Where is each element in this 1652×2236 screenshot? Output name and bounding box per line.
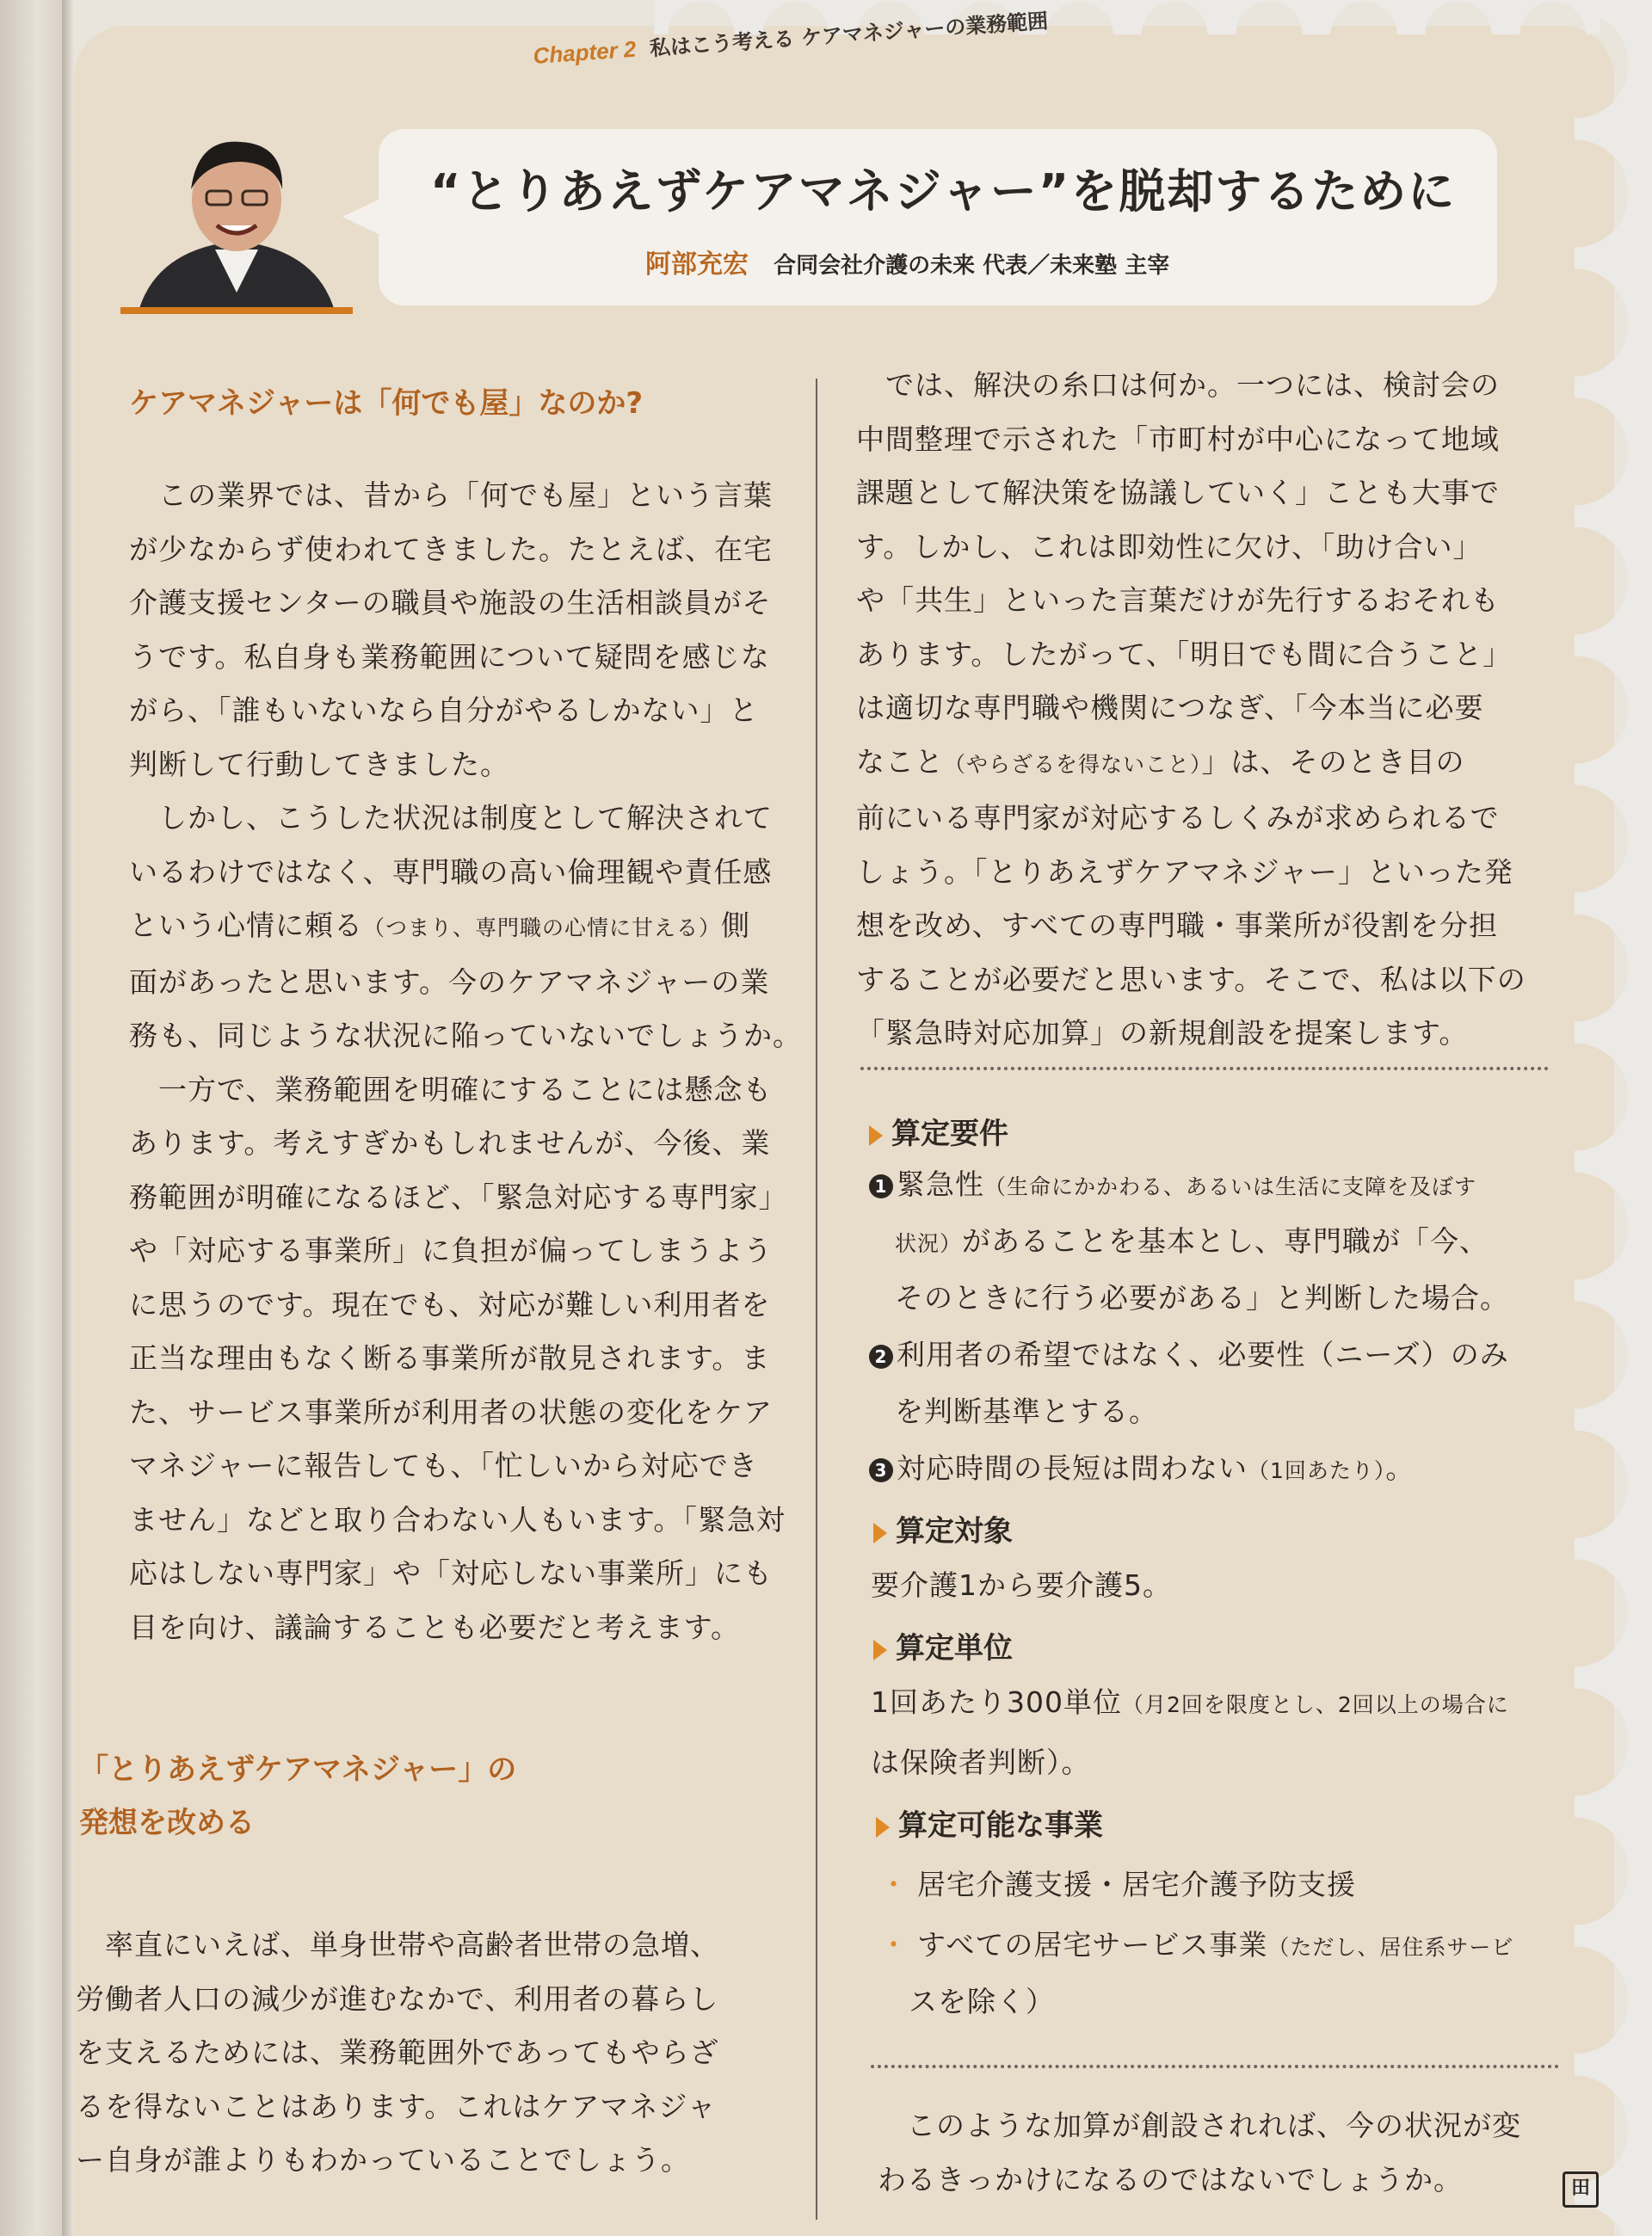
heading-text: 算定対象 (896, 1514, 1013, 1549)
text-line: 務も、同じような状況に陥っていないでしょうか。 (129, 1019, 802, 1052)
text-line: このような加算が創設されれば、今の状況が変 (878, 2109, 1521, 2142)
number-2-icon: 2 (869, 1345, 893, 1369)
triangle-marker-icon (873, 1640, 887, 1660)
requirement-1-cont (895, 1220, 1489, 1266)
text-line: あります。考えすぎかもしれませんが、今後、業 (129, 1126, 771, 1160)
text-fragment: 側 (721, 909, 751, 942)
section-heading-2 (79, 1743, 516, 1850)
text-line: 介護支援センターの職員や施設の生活相談員がそ (129, 586, 772, 619)
requirement-2-end: を判断基準とする。 (895, 1395, 1158, 1428)
wavy-right-edge (1575, 0, 1652, 2236)
text-line: わるきっかけになるのではないでしょうか。 (878, 2162, 1463, 2196)
text-line: がら、「誰もいないなら自分がやるしかない」と (129, 693, 759, 727)
heading-text: 算定可能な事業 (898, 1808, 1103, 1843)
requirement-2 (869, 1334, 1509, 1377)
text-line: 一方で、業務範囲を明確にすることには懸念も (129, 1072, 773, 1106)
eligible-business-1 (879, 1863, 1356, 1906)
number-1-icon: 1 (869, 1174, 893, 1198)
end-mark-icon: 田 (1563, 2171, 1599, 2208)
text-line: することが必要だと思います。そこで、私は以下の (856, 962, 1526, 996)
left-paragraph-1 (129, 469, 800, 1654)
column-divider (816, 379, 817, 2220)
article-title: “とりあえずケアマネジャー”を脱却するために (430, 164, 1457, 219)
text-line: あります。したがって、「明日でも間に合うこと」 (856, 637, 1513, 671)
text-fragment: 」は、そのとき目の (1201, 744, 1465, 779)
triangle-marker-icon (876, 1817, 890, 1838)
number-3-icon: 3 (869, 1458, 893, 1482)
author-photo (120, 120, 353, 314)
text-line: 務範囲が明確になるほど、「緊急対応する専門家」 (129, 1180, 788, 1214)
calc-target-text: 要介護1から要介護5。 (871, 1568, 1172, 1602)
text-line: しょう。「とりあえずケアマネジャー」といった発 (856, 854, 1513, 889)
text-line: では、解決の糸口は何か。一つには、検討会の (856, 368, 1500, 402)
text-line: は適切な専門職や機関につなぎ、「今本当に必要 (856, 691, 1484, 724)
text-line: 応はしない専門家」や「対応しない事業所」にも (129, 1556, 773, 1590)
facing-page-edge (0, 0, 62, 2236)
text-fragment: という心情に頼る (129, 909, 363, 942)
author-byline (645, 243, 1420, 280)
section-heading-1: ケアマネジャーは「何でも屋」なのか? (129, 386, 644, 421)
author-name: 阿部充宏 (645, 249, 749, 280)
text-line: 面があったと思います。今のケアマネジャーの業 (129, 964, 770, 999)
text-line: 前にいる専門家が対応するしくみが求められるで (856, 801, 1500, 835)
text-line: す。しかし、これは即効性に欠け、「助け合い」 (856, 529, 1482, 564)
text-line: 判断して行動してきました。 (129, 747, 509, 781)
text-line: に思うのです。現在でも、対応が難しい利用者を (129, 1287, 771, 1321)
text-line: や「共生」といった言葉だけが先行するおそれも (856, 583, 1500, 617)
requirement-1-end: そのときに行う必要がある」と判断した場合。 (895, 1281, 1509, 1315)
eligible-business-2-note: スを除く） (909, 1985, 1055, 2018)
chapter-number: Chapter 2 (532, 35, 638, 69)
text-fragment: 対応時間の長短は問わない (897, 1451, 1248, 1485)
heading-line: 発想を改める (79, 1806, 255, 1840)
heading-text: 算定要件 (891, 1117, 1008, 1151)
heading-line: 「とりあえずケアマネジャー」の (79, 1752, 517, 1787)
dotted-divider-top (860, 1067, 1549, 1070)
text-line: 中間整理で示された「市町村が中心になって地域 (856, 422, 1500, 456)
calc-unit-text (871, 1681, 1509, 1727)
text-line: を支えるためには、業務範囲外であってもやらざ (76, 2036, 719, 2069)
triangle-marker-icon (869, 1125, 883, 1146)
right-paragraph-1 (856, 359, 1562, 1061)
photo-underline (120, 307, 353, 314)
closing-paragraph (878, 2099, 1566, 2207)
text-note: （月2回を限度とし、2回以上の場合に (1121, 1692, 1509, 1717)
requirement-3 (869, 1447, 1415, 1493)
text-line: 目を向け、議論することも必要だと考えます。 (129, 1610, 741, 1644)
text-line: 想を改め、すべての専門職・事業所が役割を分担 (856, 909, 1499, 942)
bullet-dot-icon: ・ (879, 1928, 909, 1962)
text-line: マネジャーに報告しても、「忙しいから対応でき (129, 1449, 758, 1482)
text-fragment: 利用者の希望ではなく、必要性（ニーズ）のみ (897, 1338, 1509, 1371)
text-line: この業界では、昔から「何でも屋」という言葉 (129, 478, 773, 512)
text-note: （生命にかかわる、あるいは生活に支障を及ぼす (984, 1174, 1477, 1199)
author-role: 合同会社介護の未来 代表／未来塾 主宰 (774, 253, 1170, 279)
calc-requirements-heading (869, 1110, 1008, 1152)
text-line: 「緊急時対応加算」の新規創設を提案します。 (856, 1016, 1469, 1050)
text-note: （1回あたり） (1248, 1458, 1386, 1483)
text-fragment: 1回あたり300単位 (871, 1685, 1122, 1719)
text-line: や「対応する事業所」に負担が偏ってしまうよう (129, 1234, 773, 1267)
text-line: るを得ないことはあります。これはケアマネジャ (76, 2089, 717, 2123)
heading-text: 算定単位 (896, 1631, 1013, 1666)
text-line: いるわけではなく、専門職の高い倫理観や責任感 (129, 854, 773, 889)
eligible-business-heading (876, 1802, 1103, 1844)
chapter-subtitle: 私はこう考える ケアマネジャーの業務範囲 (649, 9, 1049, 61)
text-line: 正当な理由もなく断る事業所が散見されます。ま (129, 1341, 771, 1375)
text-fragment: なこと (856, 744, 944, 779)
text-line (129, 899, 800, 956)
text-fragment: すべての居宅サービス事業 (917, 1928, 1268, 1962)
text-note: （つまり、専門職の心情に甘える） (363, 915, 722, 940)
dotted-divider-bottom (871, 2065, 1559, 2068)
calc-unit-heading (873, 1624, 1013, 1666)
eligible-business-2 (879, 1924, 1513, 1969)
text-line (856, 736, 1562, 792)
calc-unit-note: は保険者判断）。 (871, 1746, 1091, 1779)
page-gutter (62, 0, 74, 2236)
text-line: ません」などと取り合わない人もいます。「緊急対 (129, 1502, 786, 1537)
triangle-marker-icon (873, 1523, 887, 1543)
left-paragraph-2 (76, 1919, 798, 2188)
text-note: 状況） (895, 1231, 963, 1256)
text-note: （ただし、居住系サービ (1267, 1935, 1514, 1960)
speech-bubble-tail (342, 198, 382, 236)
text-line: しかし、こうした状況は制度として解決されて (129, 801, 773, 835)
text-line: 課題として解決策を協議していく」ことも大事で (856, 476, 1500, 509)
requirement-1 (869, 1163, 1476, 1209)
text-line: 労働者人口の減少が進むなかで、利用者の暮らし (76, 1981, 719, 2016)
text-fragment: 緊急性 (897, 1167, 984, 1201)
text-fragment: 。 (1385, 1451, 1415, 1485)
text-line: が少なからず使われてきました。たとえば、在宅 (129, 532, 773, 566)
text-line: ー自身が誰よりもわかっていることでしょう。 (76, 2143, 690, 2177)
author-portrait-illustration (120, 120, 353, 314)
bullet-dot-icon: ・ (879, 1868, 909, 1901)
text-line: 率直にいえば、単身世帯や高齢者世帯の急増、 (76, 1928, 719, 1962)
text-note: （やらざるを得ないこと） (944, 751, 1202, 777)
text-line: うです。私自身も業務範囲について疑問を感じな (129, 639, 770, 674)
calc-target-heading (873, 1507, 1013, 1549)
text-fragment: があることを基本とし、専門職が「今、 (962, 1224, 1489, 1258)
text-fragment: 居宅介護支援・居宅介護予防支援 (917, 1868, 1356, 1901)
text-line: た、サービス事業所が利用者の状態の変化をケア (129, 1395, 773, 1429)
